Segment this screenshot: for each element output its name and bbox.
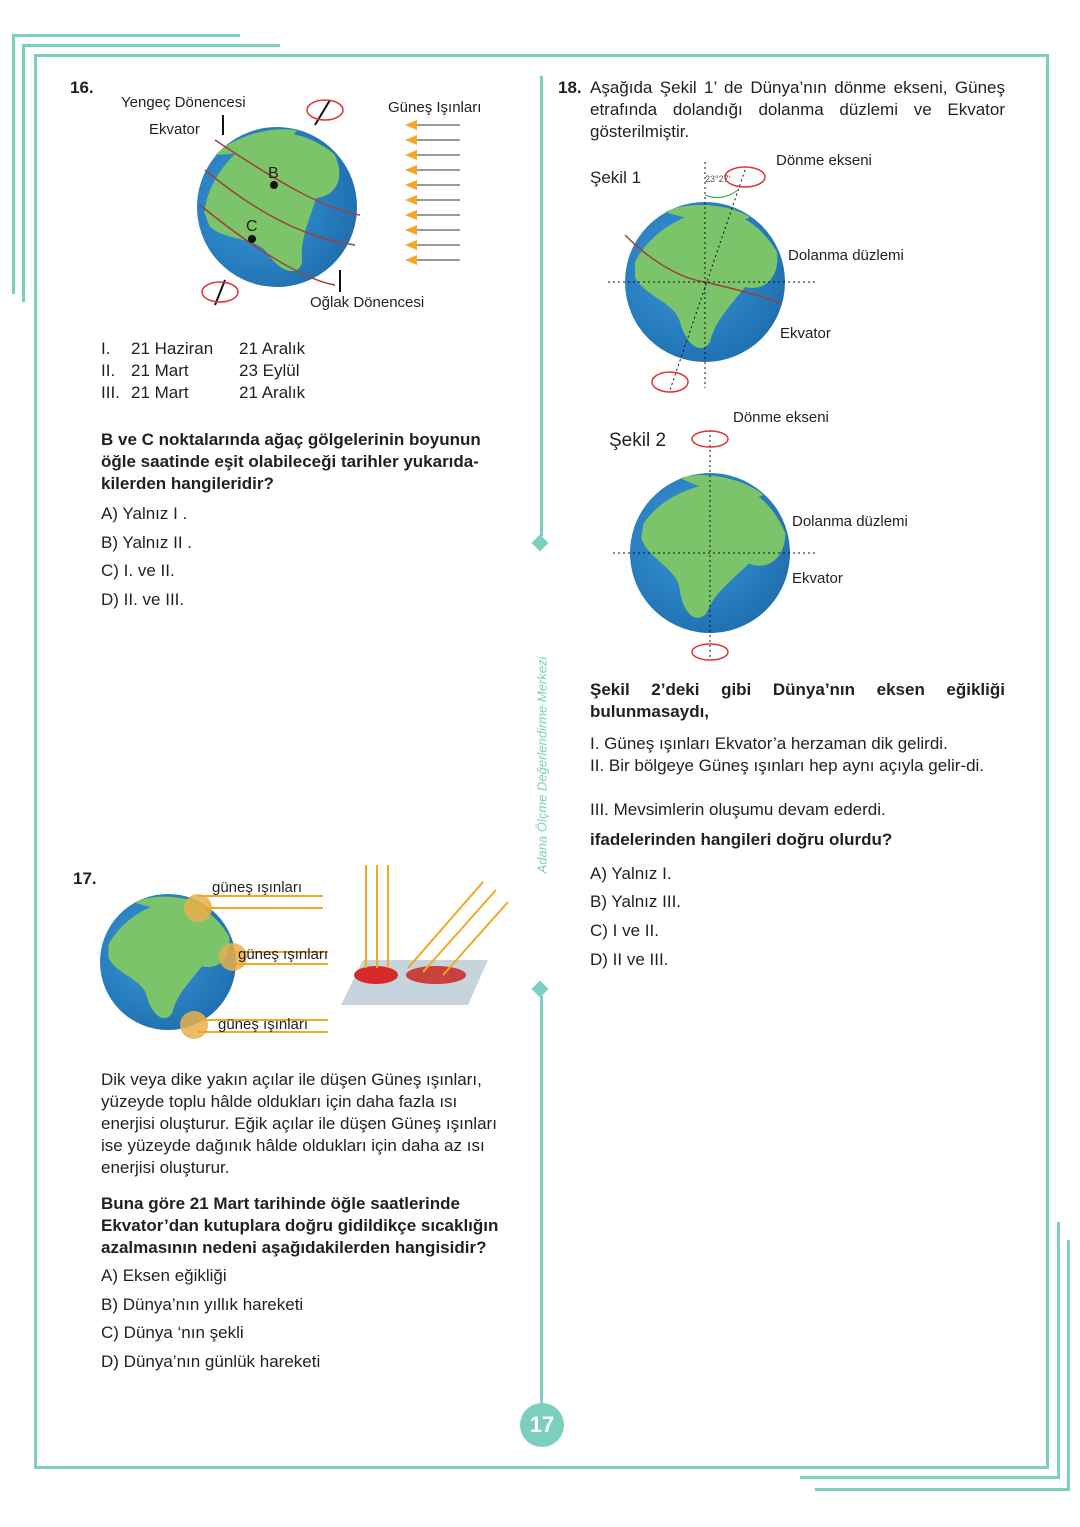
option-a[interactable]: A) Yalnız I. [590,864,672,883]
statement: II. Bir bölgeye Güneş ışınları hep aynı açıyla gelir-di. [590,756,985,775]
option-a[interactable]: A) Yalnız I . [101,504,188,523]
frame-line [34,54,1048,57]
column-divider [540,996,543,1406]
statement: III. Mevsimlerin oluşumu devam ederdi. [590,800,886,819]
option-b[interactable]: B) Yalnız III. [590,892,682,911]
q16-earth-figure [185,90,475,320]
divider-diamond [532,981,549,998]
q18-stem: Şekil 2’deki gibi Dünya’nın eksen eğikliği bulunmasaydı, [590,680,1005,721]
option-a[interactable]: A) Eksen eğikliği [101,1266,227,1285]
fig1-plane-label: Dolanma düzlemi [788,247,904,264]
option-b[interactable]: B) Dünya’nın yıllık hareketi [101,1295,304,1314]
date-table [101,338,305,404]
option-b[interactable]: B) Yalnız II . [101,533,193,552]
fig2-axis-label: Dönme ekseni [733,409,829,426]
question-number: 17. [73,869,97,888]
option-c[interactable]: C) I. ve II. [101,561,175,580]
frame-line [34,54,37,1468]
option-d[interactable]: D) Dünya’nın günlük hareketi [101,1352,321,1371]
q16-question: B ve C noktalarında ağaç gölgelerinin boyunun öğle saatinde eşit olabileceği tarihler yukarıda-kilerden hangileridir? [101,430,481,493]
label-capricorn: Oğlak Dönencesi [310,294,425,311]
date-row: III. 21 Mart 21 Aralık [101,383,306,402]
label-point-b: B [268,165,279,182]
fig2-earth [605,425,820,665]
page-number: 17 [520,1403,564,1447]
option-c[interactable]: C) Dünya ‘nın şekli [101,1323,244,1342]
date-row: II. 21 Mart 23 Eylül [101,361,300,380]
frame-line [34,1466,1049,1469]
fig1-axis-label: Dönme ekseni [776,152,872,169]
label-equator: Ekvator [149,121,200,138]
ray-label: güneş ışınları [238,946,329,963]
divider-diamond [532,535,549,552]
q18-question: ifadelerinden hangileri doğru olurdu? [590,830,893,849]
q18-intro: Aşağıda Şekil 1’ de Dünya’nın dönme ekseni, Güneş etrafında dolandığı dolanma düzlemi ve Ekvator gösterilmiştir. [590,78,1005,141]
ray-label: güneş ışınları [218,1016,309,1033]
fig2-title: Şekil 2 [609,430,667,451]
question-number: 18. [558,78,582,97]
fig2-equator-label: Ekvator [792,570,843,587]
label-sun-rays: Güneş Işınları [388,99,482,116]
watermark: Adana Ölçme Değerlendirme Merkezi [534,656,550,874]
frame-line [1067,1240,1070,1491]
frame-line [800,1476,1060,1479]
frame-line [22,44,25,302]
frame-line [1046,54,1049,1468]
ray-label: güneş ışınları [212,879,303,896]
frame-line [12,34,15,294]
fig1-earth [600,160,830,395]
q17-text: Dik veya dike yakın açılar ile düşen Güneş ışınları, yüzeyde toplu hâlde oldukları için daha fazla ısı enerjisi oluşturur. Eğik açılar ile düşen Güneş ışınları ise yüzeyde dağınık hâlde oldukları için daha az ısı enerjisi oluşturur. [101,1070,497,1177]
frame-line [12,34,240,37]
frame-line [1057,1222,1060,1479]
label-point-c: C [246,218,258,235]
statement: I. Güneş ışınları Ekvator’a herzaman dik gelirdi. [590,734,948,753]
fig1-title: Şekil 1 [590,168,642,187]
fig1-equator-label: Ekvator [780,325,831,342]
label-cancer: Yengeç Dönencesi [121,94,246,111]
fig1-angle: 23°27' [705,174,731,184]
fig2-plane-label: Dolanma düzlemi [792,513,908,530]
frame-line [22,44,280,47]
frame-line [815,1488,1070,1491]
option-d[interactable]: D) II ve III. [590,950,669,969]
option-c[interactable]: C) I ve II. [590,921,659,940]
date-row: I. 21 Haziran 21 Aralık [101,339,306,358]
option-d[interactable]: D) II. ve III. [101,590,185,609]
q17-question: Buna göre 21 Mart tarihinde öğle saatlerinde Ekvator’dan kutuplara doğru gidildikçe sıcaklığın azalmasının nedeni aşağıdakilerden hangisidir? [101,1194,499,1257]
column-divider [540,76,543,536]
question-number: 16. [70,78,94,97]
